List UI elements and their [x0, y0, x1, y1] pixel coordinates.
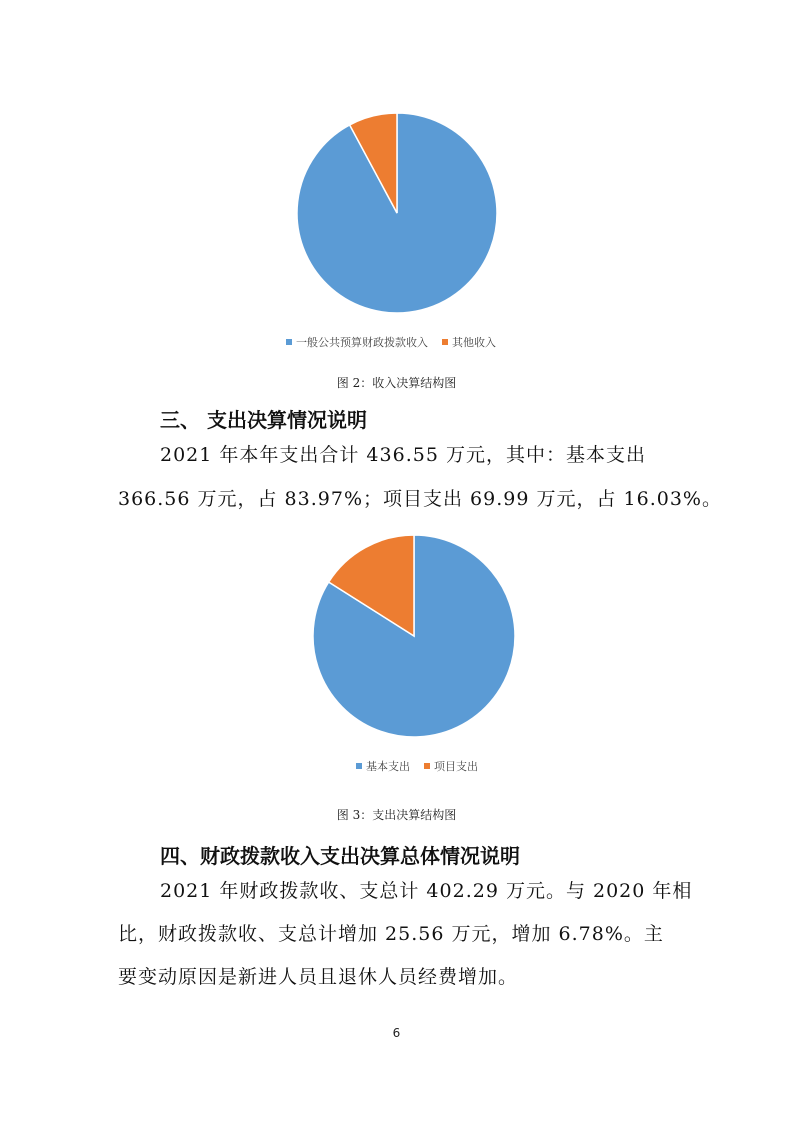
section-heading: 三、 支出决算情况说明	[160, 408, 367, 432]
legend-swatch-orange	[424, 763, 430, 769]
legend-swatch-blue	[356, 763, 362, 769]
legend-label: 一般公共预算财政拨款收入	[296, 336, 428, 349]
legend-swatch-orange	[442, 339, 448, 345]
paragraph-line: 比，财政拨款收、支总计增加 25.56 万元，增加 6.78%。主	[118, 923, 664, 945]
legend-label: 项目支出	[434, 760, 478, 773]
legend-item-general-budget	[286, 334, 428, 350]
legend-label: 基本支出	[366, 760, 410, 773]
income-pie-chart	[296, 112, 498, 314]
expenditure-pie-legend	[356, 758, 488, 774]
paragraph-line: 要变动原因是新进人员且退休人员经费增加。	[118, 966, 519, 988]
paragraph-line: 2021 年本年支出合计 436.55 万元，其中：基本支出	[160, 444, 646, 466]
expenditure-pie-chart	[312, 534, 516, 738]
figure-caption: 图 2：收入决算结构图	[336, 376, 457, 390]
paragraph-line: 366.56 万元，占 83.97%；项目支出 69.99 万元，占 16.03%。	[118, 488, 722, 510]
legend-swatch-blue	[286, 339, 292, 345]
legend-label: 其他收入	[452, 336, 496, 349]
legend-item-project	[424, 758, 478, 774]
paragraph-line: 2021 年财政拨款收、支总计 402.29 万元。与 2020 年相	[160, 880, 693, 902]
page-number: 6	[392, 1026, 401, 1040]
legend-item-other-income	[442, 334, 496, 350]
income-pie-legend	[286, 334, 506, 350]
legend-item-basic	[356, 758, 410, 774]
section-heading: 四、财政拨款收入支出决算总体情况说明	[160, 844, 520, 868]
figure-caption: 图 3：支出决算结构图	[336, 808, 457, 822]
